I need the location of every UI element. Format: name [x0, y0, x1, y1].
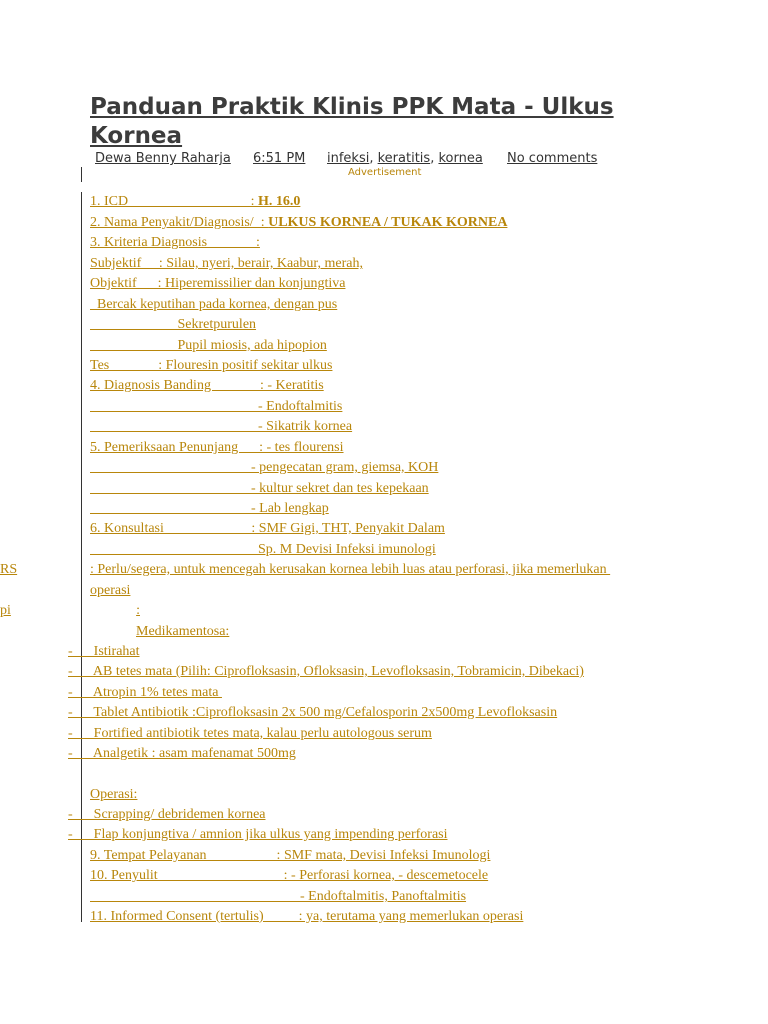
consultation-heading: 6. Konsultasi : SMF Gigi, THT, Penyakit Dalam [90, 521, 445, 536]
differential-item: - Sikatrik kornea [90, 419, 353, 434]
referral-line: : Perlu/segera, untuk mencegah kerusakan kornea lebih luas atau perforasi, jika memerlukan [90, 562, 611, 577]
differential-heading: 4. Diagnosis Banding : - Keratitis [90, 378, 324, 393]
referral-line-2: operasi [90, 583, 131, 598]
informed-consent-line: 11. Informed Consent (tertulis) : ya, terutama yang memerlukan operasi [90, 909, 524, 924]
surgery-item: - Scrapping/ debridemen kornea [68, 807, 266, 822]
tag-kornea[interactable]: kornea [438, 151, 483, 166]
medication-item: - Atropin 1% tetes mata [68, 685, 222, 700]
medication-item: - Analgetik : asam mafenamat 500mg [68, 746, 296, 761]
icd-code: H. 16.0 [258, 194, 301, 209]
test-line: Tes : Flouresin positif sekitar ulkus [90, 358, 333, 373]
tag-infeksi[interactable]: infeksi [327, 151, 370, 166]
therapy-colon: : [136, 603, 140, 618]
objective-line-2: Bercak keputihan pada kornea, dengan pus [90, 297, 338, 312]
medication-item: - Istirahat [68, 644, 140, 659]
objective-line-3: Sekretpurulen [90, 317, 257, 332]
subjective-line: Subjektif : Silau, nyeri, berair, Kaabur, merah, [90, 256, 363, 271]
complication-line: 10. Penyulit : - Perforasi kornea, - descemetocele [90, 868, 489, 883]
complication-line-2: - Endoftalmitis, Panoftalmitis [90, 889, 467, 904]
objective-line: Objektif : Hiperemissilier dan konjungtiva [90, 276, 346, 291]
cursor-bar [81, 167, 82, 182]
surgery-item: - Flap konjungtiva / amnion jika ulkus yang impending perforasi [68, 827, 448, 842]
objective-line-4: Pupil miosis, ada hipopion [90, 338, 327, 353]
service-place-line: 9. Tempat Pelayanan : SMF mata, Devisi Infeksi Imunologi [90, 848, 491, 863]
medication-item: - AB tetes mata (Pilih: Ciprofloksasin, Ofloksasin, Levofloksasin, Tobramicin, Dibekaci) [68, 664, 584, 679]
support-exam-item: - kultur sekret dan tes kepekaan [90, 481, 429, 496]
differential-item: - Endoftalmitis [90, 399, 343, 414]
page-title: Panduan Praktik Klinis PPK Mata - Ulkus Kornea [90, 94, 614, 149]
criteria-heading: 3. Kriteria Diagnosis : [90, 235, 260, 250]
therapy-label-fragment: pi [0, 603, 11, 618]
diagnosis-name: ULKUS KORNEA / TUKAK KORNEA [268, 215, 508, 230]
advertisement-label: Advertisement [348, 167, 422, 178]
tags-list: infeksi, keratitis, kornea [327, 151, 483, 166]
medication-item: - Tablet Antibiotik :Ciprofloksasin 2x 500 mg/Cefalosporin 2x500mg Levofloksasin [68, 705, 558, 720]
comments-link[interactable]: No comments [507, 151, 598, 166]
tag-keratitis[interactable]: keratitis [377, 151, 431, 166]
surgery-heading: Operasi: [90, 787, 138, 802]
icd-line: 1. ICD : H. 16.0 [90, 194, 301, 209]
time-link[interactable]: 6:51 PM [253, 151, 306, 166]
diagnosis-name-line: 2. Nama Penyakit/Diagnosis/ : ULKUS KORNEA / TUKAK KORNEA [90, 215, 508, 230]
support-exam-heading: 5. Pemeriksaan Penunjang : - tes flourensi [90, 440, 344, 455]
medication-item: - Fortified antibiotik tetes mata, kalau perlu autologous serum [68, 726, 432, 741]
referral-label-fragment: RS [0, 562, 18, 577]
author-link[interactable]: Dewa Benny Raharja [95, 151, 231, 166]
support-exam-item: - pengecatan gram, giemsa, KOH [90, 460, 439, 475]
support-exam-item: - Lab lengkap [90, 501, 329, 516]
consultation-item: Sp. M Devisi Infeksi imunologi [90, 542, 436, 557]
medication-heading: Medikamentosa: [136, 624, 230, 639]
